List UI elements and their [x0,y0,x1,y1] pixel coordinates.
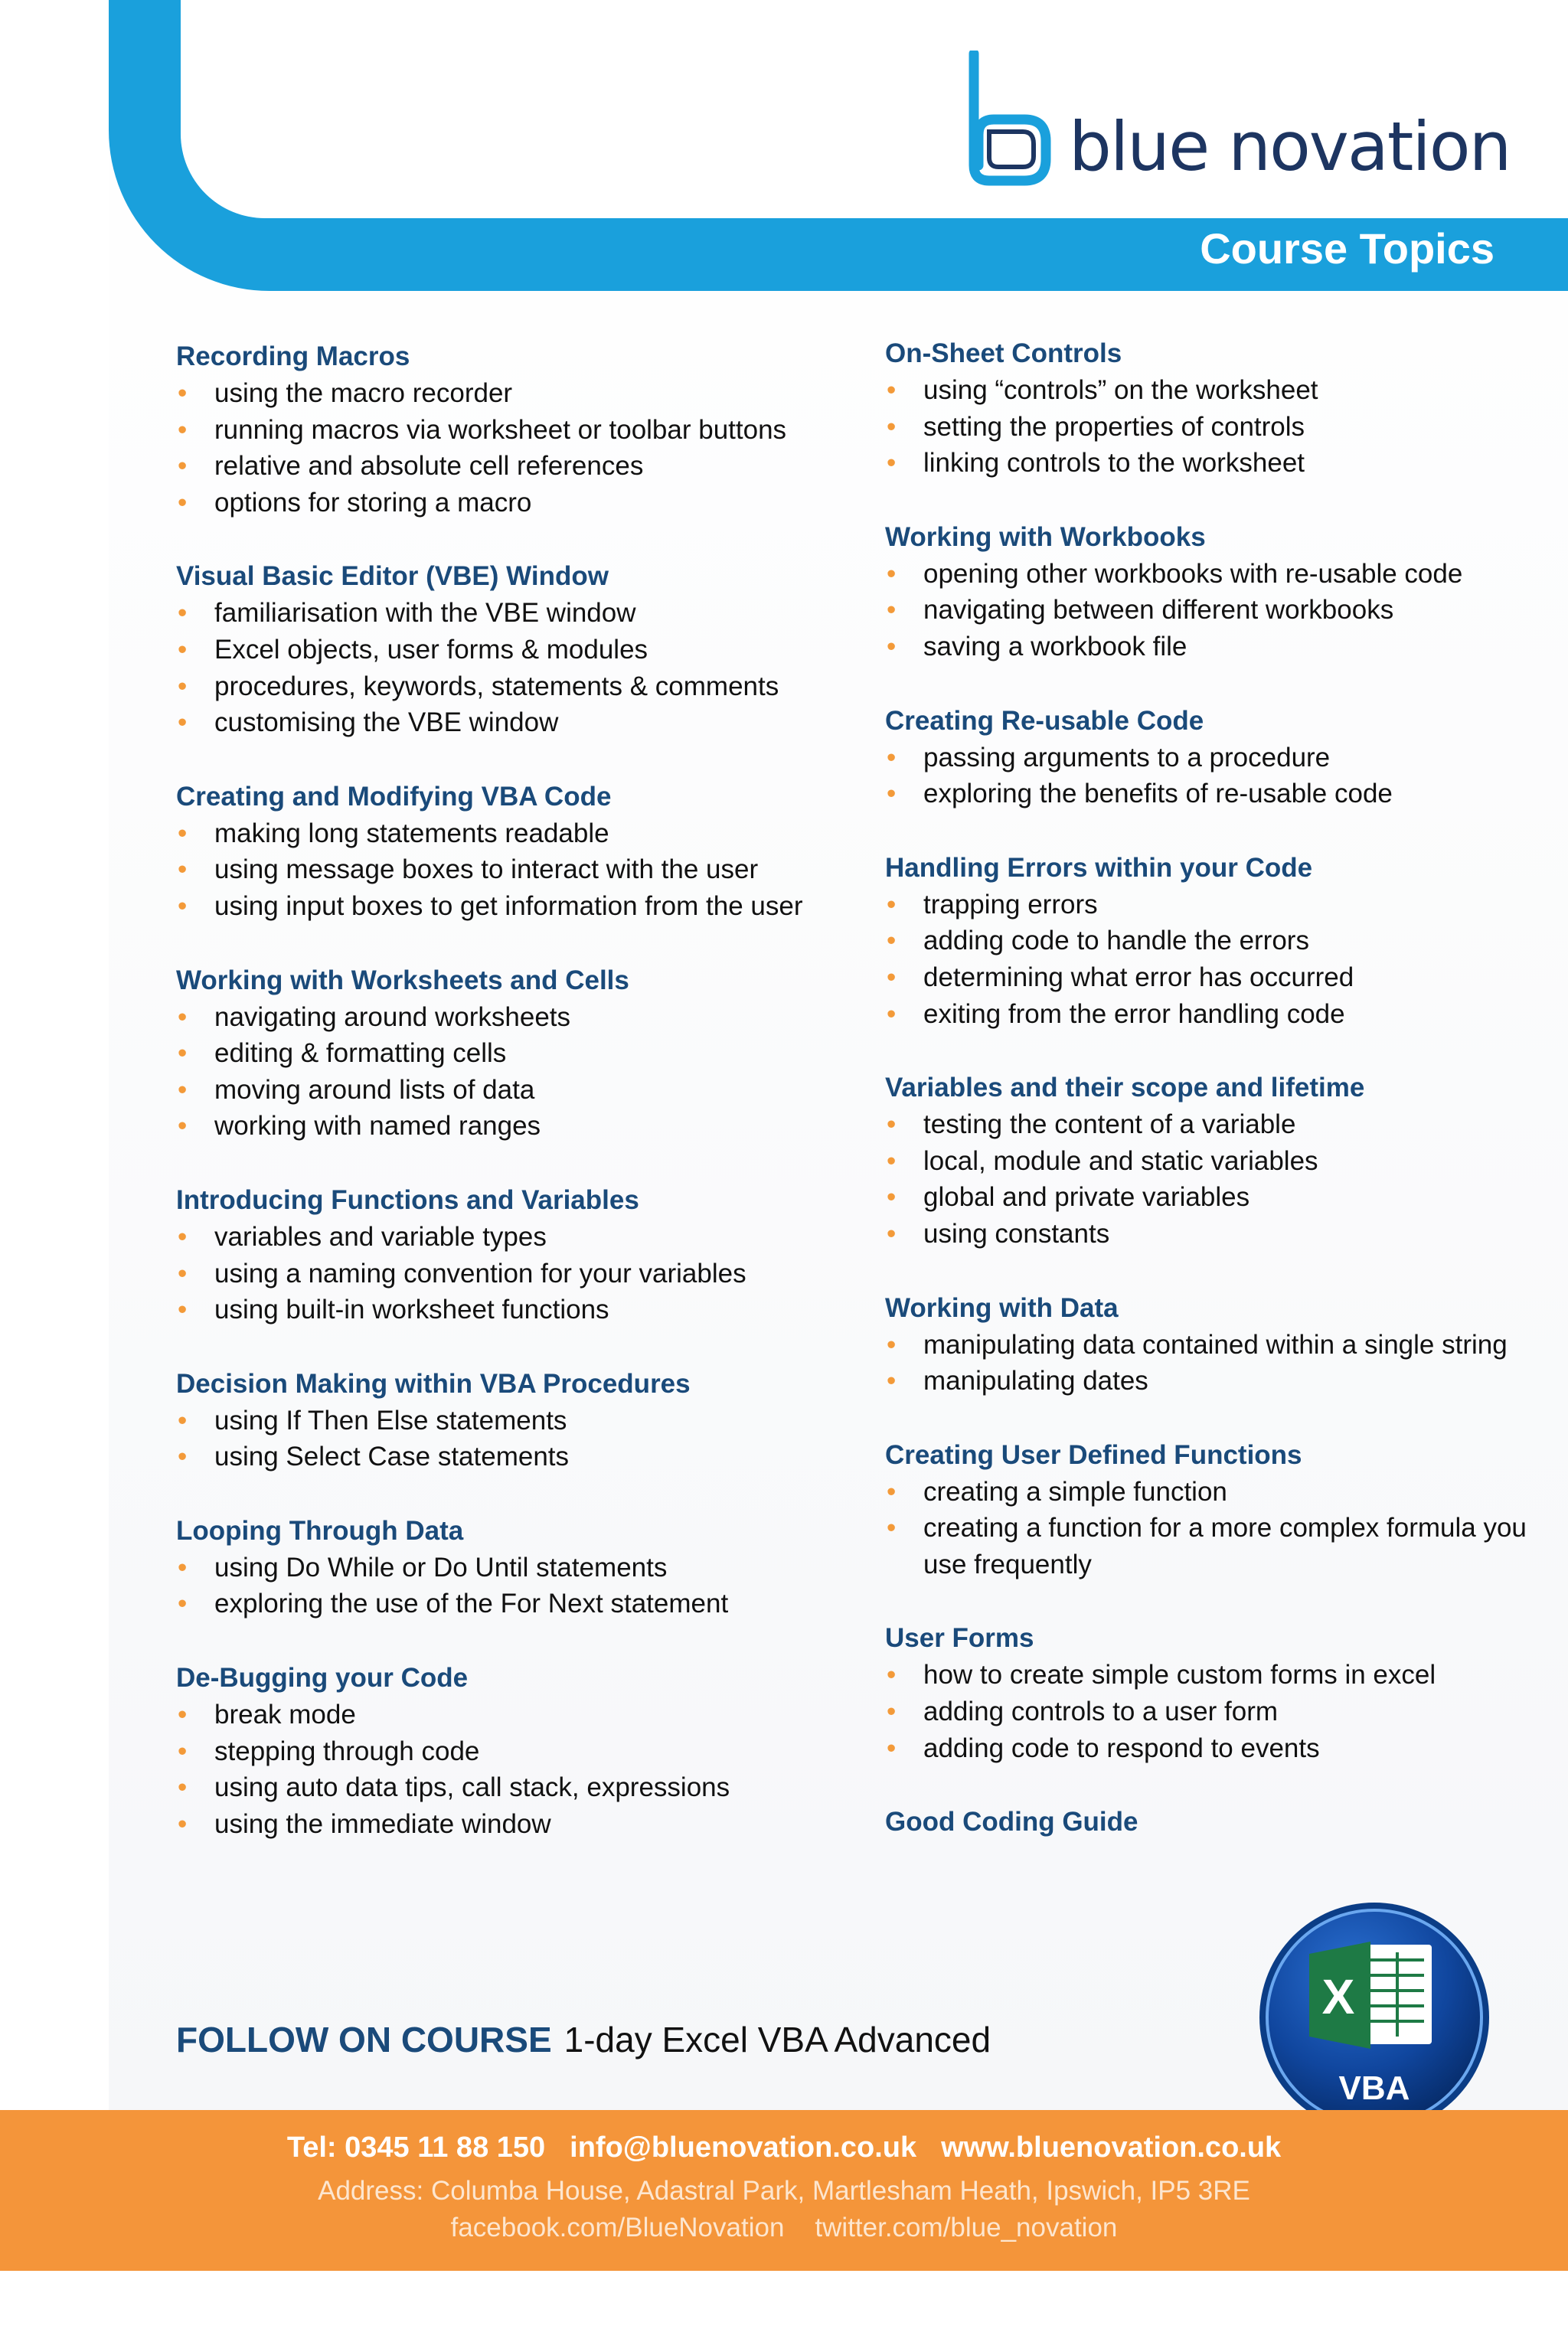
section-title: Working with Data [885,1292,1119,1323]
course-section [885,703,1568,812]
right-column [885,335,1568,1878]
brand-logo [963,51,1511,196]
topic-item: • opening other workbooks with re-usable code [885,556,1568,593]
section-title: Visual Basic Editor (VBE) Window [176,561,609,592]
section-title: Creating and Modifying VBA Code [176,781,612,812]
topic-item: • determining what error has occurred [885,959,1568,996]
topic-item: • creating a simple function [885,1474,1568,1511]
section-title: Working with Workbooks [885,521,1206,552]
course-section [176,1513,865,1622]
topic-item: • using auto data tips, call stack, expressions [176,1769,865,1806]
left-column [176,338,865,1880]
topic-item: • exploring the use of the For Next statement [176,1586,865,1622]
topic-list [176,815,865,925]
course-section [885,850,1568,1032]
topic-item: • saving a workbook file [885,629,1568,665]
topic-item: • exiting from the error handling code [885,996,1568,1033]
topic-item: • working with named ranges [176,1108,865,1145]
footer-telephone: Tel: 0345 11 88 150 [286,2131,546,2164]
badge-text: VBA [1338,2069,1410,2107]
topic-item: • relative and absolute cell references [176,448,865,485]
topic-item: • using If Then Else statements [176,1403,865,1439]
topic-list [885,1474,1568,1583]
course-section [176,558,865,740]
topic-item: • using Do While or Do Until statements [176,1550,865,1586]
footer-social-line [0,2213,1568,2243]
topic-list [176,1219,865,1328]
footer-facebook-link[interactable]: facebook.com/BlueNovation [450,2213,785,2242]
topic-list [885,1657,1568,1766]
topic-item: • linking controls to the worksheet [885,445,1568,482]
course-section [885,335,1568,482]
topic-item: • using the macro recorder [176,375,865,412]
topic-list [885,887,1568,1032]
topic-list [176,595,865,740]
topic-item: • setting the properties of controls [885,409,1568,446]
brand-name: blue novation [1069,107,1511,186]
topic-item: • exploring the benefits of re-usable code [885,776,1568,812]
topic-item: • adding code to handle the errors [885,923,1568,959]
section-title: On-Sheet Controls [885,338,1122,368]
section-title: Introducing Functions and Variables [176,1184,639,1215]
badge-letter: X [1321,1969,1355,2024]
course-section [885,1437,1568,1583]
topic-item: • procedures, keywords, statements & comments [176,668,865,705]
section-title: Working with Worksheets and Cells [176,965,629,995]
topic-list [176,375,865,521]
topic-item: • trapping errors [885,887,1568,923]
section-title: Creating User Defined Functions [885,1439,1302,1470]
topic-item: • moving around lists of data [176,1072,865,1109]
topic-list [885,372,1568,482]
topic-list [885,556,1568,665]
topic-item: • using built-in worksheet functions [176,1292,865,1328]
follow-on-course [176,2018,991,2061]
topic-item: • navigating around worksheets [176,999,865,1036]
section-title: Decision Making within VBA Procedures [176,1368,691,1399]
course-section [176,779,865,925]
topic-list [885,1327,1568,1400]
topic-item: • manipulating dates [885,1363,1568,1400]
topic-item: • global and private variables [885,1179,1568,1216]
topic-item: • making long statements readable [176,815,865,852]
course-section [885,1804,1568,1841]
course-section [885,1620,1568,1766]
topic-list [885,1106,1568,1252]
course-section [176,338,865,521]
course-section [176,1660,865,1842]
topic-list [885,740,1568,812]
topic-item: • testing the content of a variable [885,1106,1568,1143]
topic-item: • using constants [885,1216,1568,1253]
course-section [885,1070,1568,1252]
topic-item: • using the immediate window [176,1806,865,1843]
topic-item: • manipulating data contained within a single string [885,1327,1568,1364]
section-title: User Forms [885,1623,1034,1654]
topic-item: • passing arguments to a procedure [885,740,1568,776]
topic-item: • running macros via worksheet or toolbar buttons [176,412,865,449]
blue-novation-logo-icon [963,51,1055,188]
topic-item: • adding controls to a user form [885,1694,1568,1730]
topic-list [176,1403,865,1475]
topic-item: • options for storing a macro [176,485,865,521]
section-title: Recording Macros [176,341,410,371]
topic-list [176,1697,865,1842]
topic-item: • variables and variable types [176,1219,865,1256]
footer-contact-line [0,2131,1568,2164]
section-title: Variables and their scope and lifetime [885,1073,1365,1103]
topic-item: • stepping through code [176,1733,865,1770]
section-title: Good Coding Guide [885,1807,1138,1837]
section-title: De-Bugging your Code [176,1663,469,1694]
topic-item: • creating a function for a more complex formula you use frequently [885,1510,1568,1583]
footer-twitter-link[interactable]: twitter.com/blue_novation [815,2213,1118,2242]
section-title: Creating Re-usable Code [885,705,1204,736]
follow-on-label: FOLLOW ON COURSE [176,2020,552,2060]
course-section [176,1366,865,1475]
course-section [885,1290,1568,1400]
footer-email[interactable]: info@bluenovation.co.uk [570,2131,917,2164]
topic-item: • navigating between different workbooks [885,592,1568,629]
page-title: Course Topics [1200,224,1494,273]
course-section [176,1182,865,1328]
footer-bar [0,2110,1568,2271]
footer-address: Address: Columba House, Adastral Park, Martlesham Heath, Ipswich, IP5 3RE [318,2176,1250,2206]
topic-item: • local, module and static variables [885,1143,1568,1180]
topic-item: • using a naming convention for your variables [176,1256,865,1292]
topic-item: • using Select Case statements [176,1439,865,1475]
topic-item: • adding code to respond to events [885,1730,1568,1767]
topic-list [176,999,865,1145]
section-title: Handling Errors within your Code [885,852,1313,883]
topic-list [176,1550,865,1622]
topic-item: • familiarisation with the VBE window [176,595,865,632]
topic-item: • using “controls” on the worksheet [885,372,1568,409]
topic-item: • Excel objects, user forms & modules [176,632,865,668]
course-section [885,519,1568,665]
course-section [176,962,865,1145]
topic-item: • customising the VBE window [176,704,865,741]
topic-item: • break mode [176,1697,865,1733]
follow-on-course-name: 1-day Excel VBA Advanced [564,2020,991,2060]
excel-vba-badge-icon [1256,1899,1493,2136]
topic-item: • how to create simple custom forms in excel [885,1657,1568,1694]
section-title: Looping Through Data [176,1515,464,1546]
topic-item: • using message boxes to interact with the user [176,851,865,888]
footer-website[interactable]: www.bluenovation.co.uk [941,2131,1282,2164]
topic-item: • editing & formatting cells [176,1035,865,1072]
topic-item: • using input boxes to get information from the user [176,888,865,925]
